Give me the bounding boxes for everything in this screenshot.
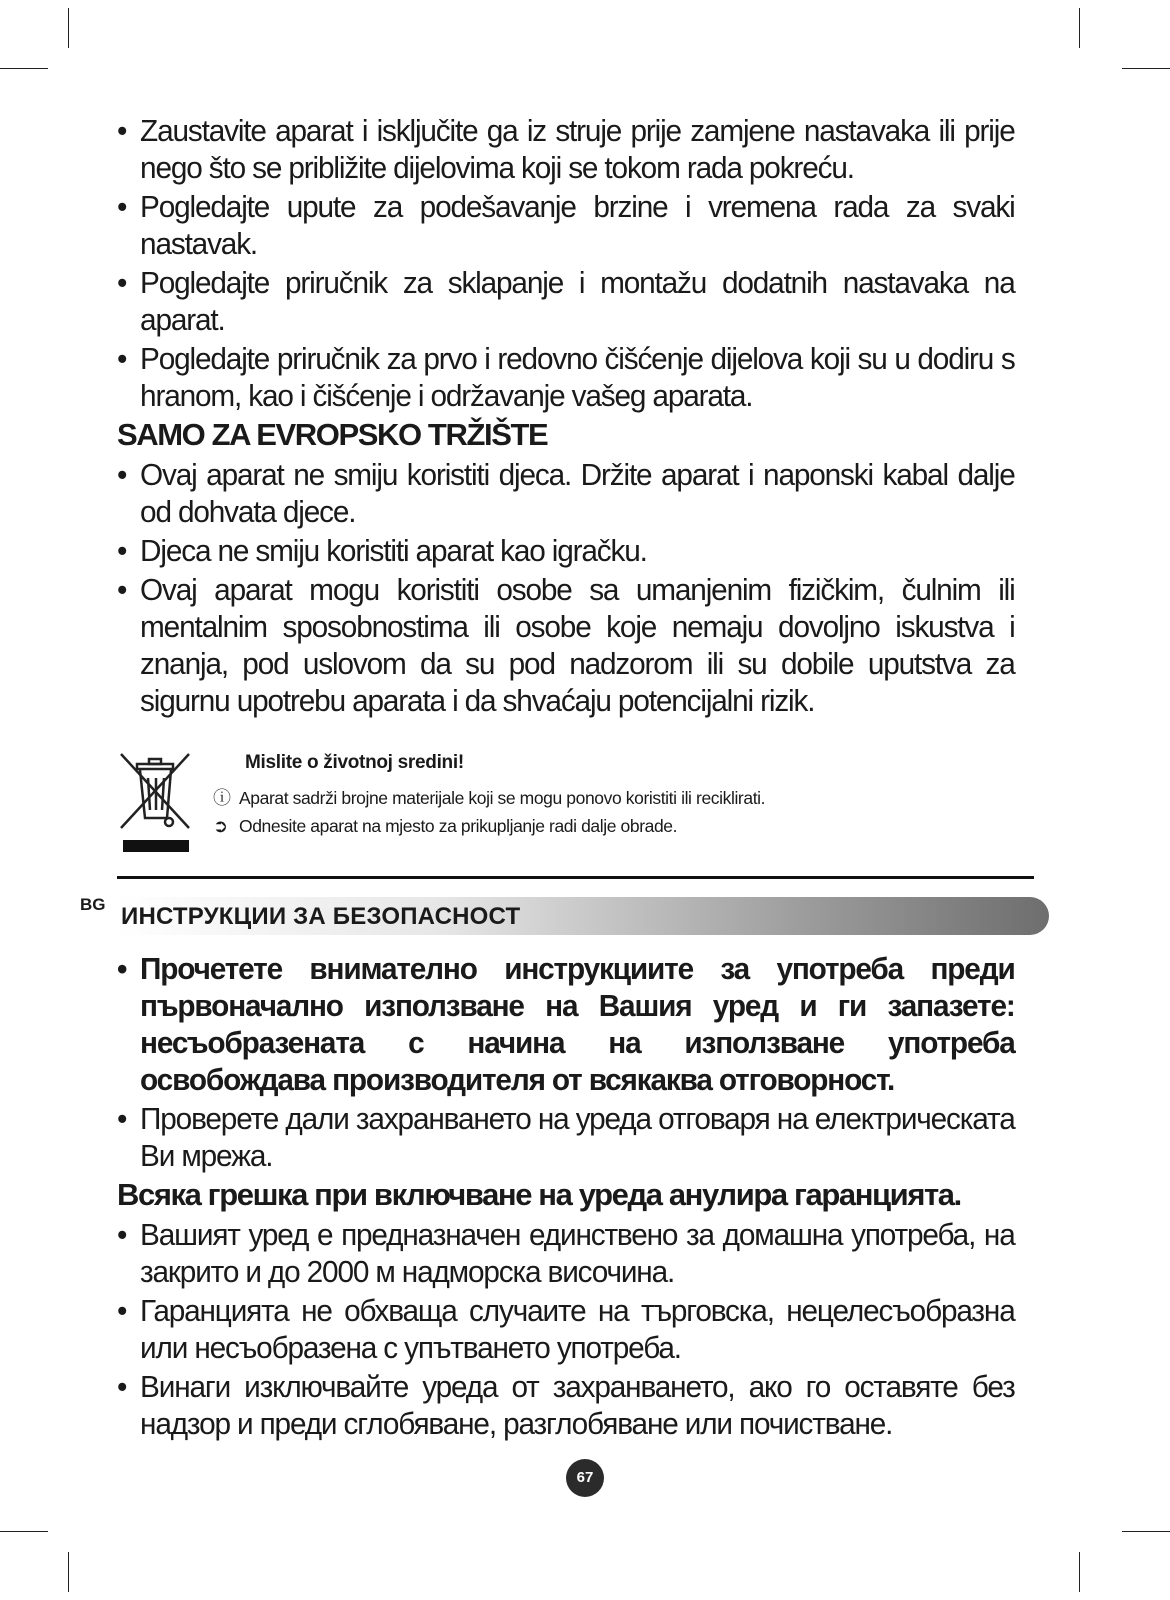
crop-mark: [68, 8, 69, 48]
crop-mark: [1122, 68, 1170, 69]
section-hr: [117, 112, 1052, 721]
list-item: • Гаранцията не обхваща случаите на търговска, нецелесъобразна или несъобразена с упътването употреба.: [117, 1292, 1015, 1366]
list-item: • Вашият уред е предназначен единствено за домашна употреба, на закрито и до 2000 м надморска височина.: [117, 1216, 1015, 1290]
list-item: • Djeca ne smiju koristiti aparat kao igračku.: [117, 532, 1015, 569]
arrow-right-icon: ➲: [213, 816, 228, 836]
page-number: 67: [566, 1459, 604, 1497]
environment-title: Mislite o životnoj sredini!: [245, 752, 464, 773]
info-circle-icon: ⓘ: [213, 788, 231, 808]
weee-crossed-bin-icon: [117, 748, 193, 860]
crop-mark: [0, 1531, 48, 1532]
list-item: • Проверете дали захранването на уреда отговаря на електрическата Ви мрежа.: [117, 1100, 1015, 1174]
crop-mark: [68, 1552, 69, 1592]
list-item: • Ovaj aparat ne smiju koristiti djeca. Držite aparat i naponski kabal dalje od dohvata djece.: [117, 456, 1015, 530]
section-bg: [117, 950, 1052, 1444]
list-item: • Pogledajte upute za podešavanje brzine i vremena rada za svaki nastavak.: [117, 188, 1015, 262]
eu-heading: SAMO ZA EVROPSKO TRŽIŠTE: [117, 417, 548, 452]
section-title: ИНСТРУКЦИИ ЗА БЕЗОПАСНОСТ: [121, 903, 521, 930]
environment-line: ⓘ Aparat sadrži brojne materijale koji se mogu ponovo koristiti ili reciklirati.: [213, 784, 765, 810]
warning-heading: Всяка грешка при включване на уреда анулира гаранцията.: [117, 1177, 961, 1212]
list-item: • Ovaj aparat mogu koristiti osobe sa umanjenim fizičkim, čulnim ili mentalnim sposobnostima ili osobe koje nemaju dovoljno iskustva i znanja, pod uslovom da su pod nadzorom ili su dobile uputstva za sigurnu upotrebu aparata i da shvaćaju potencijalni rizik.: [117, 571, 1015, 719]
crop-mark: [1079, 8, 1080, 48]
list-item: • Pogledajte priručnik za prvo i redovno čišćenje dijelova koji su u dodiru s hranom, kao i čišćenje i održavanje vašeg aparata.: [117, 340, 1015, 414]
environment-line: ➲ Odnesite aparat na mjesto za prikupljanje radi dalje obrade.: [213, 816, 678, 836]
environment-note: [117, 748, 1017, 858]
list-item: • Прочетете внимателно инструкциите за употреба преди първоначално използване на Вашия уред и ги запазете: несъобразената с начина на използване употреба освобождава производителя от всякаква отговорност.: [117, 950, 1015, 1098]
crop-mark: [1079, 1552, 1080, 1592]
section-divider: [117, 876, 1034, 879]
list-item: • Zaustavite aparat i isključite ga iz struje prije zamjene nastavaka ili prije nego što se približite dijelovima koji se tokom rada pokreću.: [117, 112, 1015, 186]
crop-mark: [0, 68, 48, 69]
crop-mark: [1122, 1531, 1170, 1532]
list-item: • Pogledajte priručnik za sklapanje i montažu dodatnih nastavaka na aparat.: [117, 264, 1015, 338]
language-code: BG: [80, 895, 106, 914]
list-item: • Винаги изключвайте уреда от захранването, ако го оставяте без надзор и преди сглобяване, разглобяване или почистване.: [117, 1368, 1015, 1442]
